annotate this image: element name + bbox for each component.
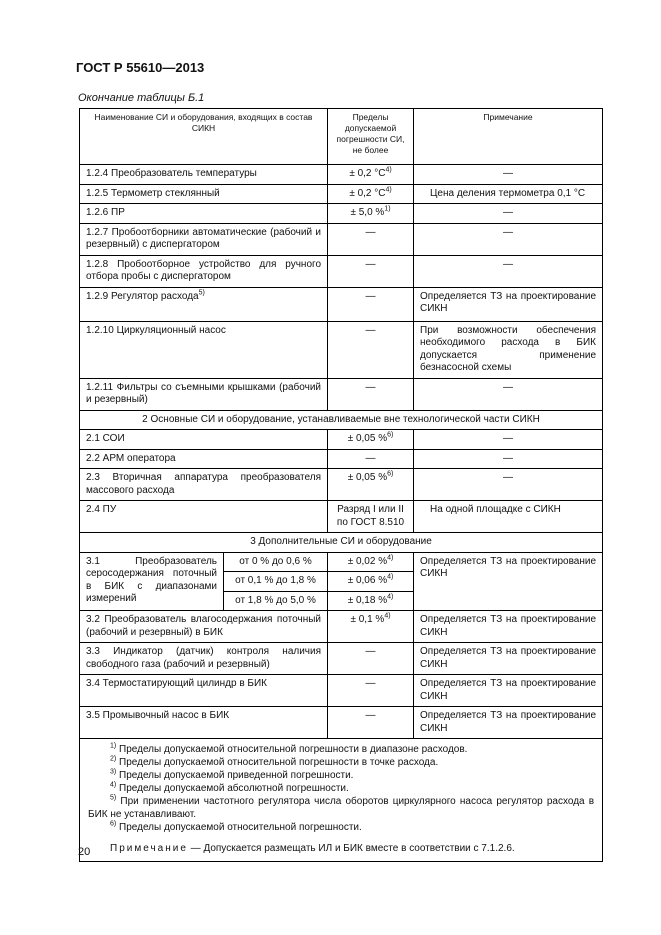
row-name: 2.1 СОИ [80, 430, 328, 450]
page-number: 20 [78, 846, 91, 858]
row-limit: ± 5,0 %$^{1)}$ [328, 204, 414, 224]
table-row [80, 223, 603, 255]
table-row [80, 469, 603, 501]
table-row [80, 643, 603, 675]
row-limit: — [328, 643, 414, 675]
row-limit: ± 0,02 %$^{4)}$ [328, 552, 414, 572]
row-name: 1.2.9 Регулятор расхода$^{5)}$ [80, 287, 328, 321]
range-cell: от 0,1 % до 1,8 % [224, 572, 328, 592]
row-name: 3.2 Преобразователь влагосодержания поточный (рабочий и резервный) в БИК [80, 611, 328, 643]
row-name: 3.3 Индикатор (датчик) контроля наличия свободного газа (рабочий и резервный) [80, 643, 328, 675]
row-name: 1.2.11 Фильтры со съемными крышками (рабочий и резервный) [80, 378, 328, 410]
table-row [80, 707, 603, 739]
footnote: $^{2)}$ Пределы допускаемой относительной погрешности в точке расхода. [110, 755, 439, 768]
row-name: 2.3 Вторичная аппаратура преобразователя массового расхода [80, 469, 328, 501]
row-name: 3.1 Преобразователь серосодержания поточный в БИК с диапазонами измерений [80, 552, 224, 611]
row-note: Определяется ТЗ на проектирование СИКН [414, 675, 603, 707]
section-2-title: 2 Основные СИ и оборудование, устанавливаемые вне технологической части СИКН [80, 410, 603, 430]
row-name: 1.2.8 Пробоотборное устройство для ручного отбора пробы с диспергатором [80, 255, 328, 287]
row-limit: — [328, 707, 414, 739]
footnote: $^{1)}$ Пределы допускаемой относительной погрешности в диапазоне расходов. [110, 742, 468, 755]
section-row [80, 533, 603, 553]
table-row [80, 501, 603, 533]
row-limit: — [328, 255, 414, 287]
row-note: Определяется ТЗ на проектирование СИКН [414, 287, 603, 321]
table-header-row [80, 109, 603, 165]
row-name: 2.2 АРМ оператора [80, 449, 328, 469]
row-limit: — [328, 287, 414, 321]
footnotes [80, 739, 603, 862]
row-name: 1.2.7 Пробоотборники автоматические (рабочий и резервный) с диспергатором [80, 223, 328, 255]
row-note: При возможности обеспечения необходимого расхода в БИК допускается применение безнасосной схемы [414, 321, 603, 378]
table-row [80, 552, 603, 572]
footnote: $^{5)}$ При применении частотного регулятора числа оборотов циркулярного насоса регулятор расхода в БИК не устанавливают. [88, 794, 595, 820]
row-limit: ± 0,18 %$^{4)}$ [328, 591, 414, 611]
row-name: 1.2.6 ПР [80, 204, 328, 224]
table-row [80, 287, 603, 321]
row-limit: ± 0,06 %$^{4)}$ [328, 572, 414, 592]
table-row [80, 611, 603, 643]
section-3-title: 3 Дополнительные СИ и оборудование [80, 533, 603, 553]
table-remark [88, 842, 594, 855]
row-note: — [414, 223, 603, 255]
remark-label: Примечание [110, 843, 188, 854]
row-limit: — [328, 378, 414, 410]
row-limit: ± 0,1 %$^{4)}$ [328, 611, 414, 643]
table-row [80, 204, 603, 224]
table-row [80, 184, 603, 204]
row-note: Определяется ТЗ на проектирование СИКН [414, 707, 603, 739]
remark-text: — Допускается размещать ИЛ и БИК вместе в соответствии с 7.1.2.6. [187, 843, 515, 854]
table-row [80, 321, 603, 378]
row-limit: ± 0,05 %$^{6)}$ [328, 469, 414, 501]
row-note: — [414, 204, 603, 224]
row-note: Определяется ТЗ на проектирование СИКН [414, 611, 603, 643]
row-limit: — [328, 449, 414, 469]
header-limits: Пределы допускаемой погрешности СИ, не более [328, 109, 414, 165]
equipment-table [79, 108, 603, 862]
row-note: — [414, 165, 603, 185]
row-note: — [414, 378, 603, 410]
footnote: $^{4)}$ Пределы допускаемой абсолютной погрешности. [110, 781, 349, 794]
row-limit: Разряд I или II по ГОСТ 8.510 [328, 501, 414, 533]
row-note: На одной площадке с СИКН [414, 501, 603, 533]
footnote: $^{6)}$ Пределы допускаемой относительной погрешности. [110, 820, 362, 833]
row-note: Определяется ТЗ на проектирование СИКН [414, 552, 603, 611]
row-name: 3.5 Промывочный насос в БИК [80, 707, 328, 739]
section-row [80, 410, 603, 430]
range-cell: от 1,8 % до 5,0 % [224, 591, 328, 611]
row-limit: — [328, 675, 414, 707]
table-row [80, 449, 603, 469]
table-row [80, 675, 603, 707]
row-name: 1.2.4 Преобразователь температуры [80, 165, 328, 185]
row-limit: ± 0,2 $^\circ С^{4)}$ [328, 165, 414, 185]
table-row [80, 378, 603, 410]
table-caption: Окончание таблицы Б.1 [78, 92, 205, 104]
header-note: Примечание [414, 109, 603, 165]
row-limit: — [328, 321, 414, 378]
row-name: 3.4 Термостатирующий цилиндр в БИК [80, 675, 328, 707]
row-note: — [414, 449, 603, 469]
row-limit: — [328, 223, 414, 255]
row-note: — [414, 469, 603, 501]
row-note: Определяется ТЗ на проектирование СИКН [414, 643, 603, 675]
header-name: Наименование СИ и оборудования, входящих в состав СИКН [80, 109, 328, 165]
range-cell: от 0 % до 0,6 % [224, 552, 328, 572]
footnote: $^{3)}$ Пределы допускаемой приведенной погрешности. [110, 768, 354, 781]
document-header: ГОСТ Р 55610—2013 [76, 60, 205, 75]
footnotes-row [80, 739, 603, 862]
row-note: Цена деления термометра 0,1 °С [414, 184, 603, 204]
table-row [80, 255, 603, 287]
table-row [80, 430, 603, 450]
row-name: 1.2.10 Циркуляционный насос [80, 321, 328, 378]
table-row [80, 165, 603, 185]
row-name: 2.4 ПУ [80, 501, 328, 533]
row-limit: ± 0,2 $^\circ С^{4)}$ [328, 184, 414, 204]
row-limit: ± 0,05 %$^{6)}$ [328, 430, 414, 450]
row-note: — [414, 255, 603, 287]
row-note: — [414, 430, 603, 450]
row-name: 1.2.5 Термометр стеклянный [80, 184, 328, 204]
